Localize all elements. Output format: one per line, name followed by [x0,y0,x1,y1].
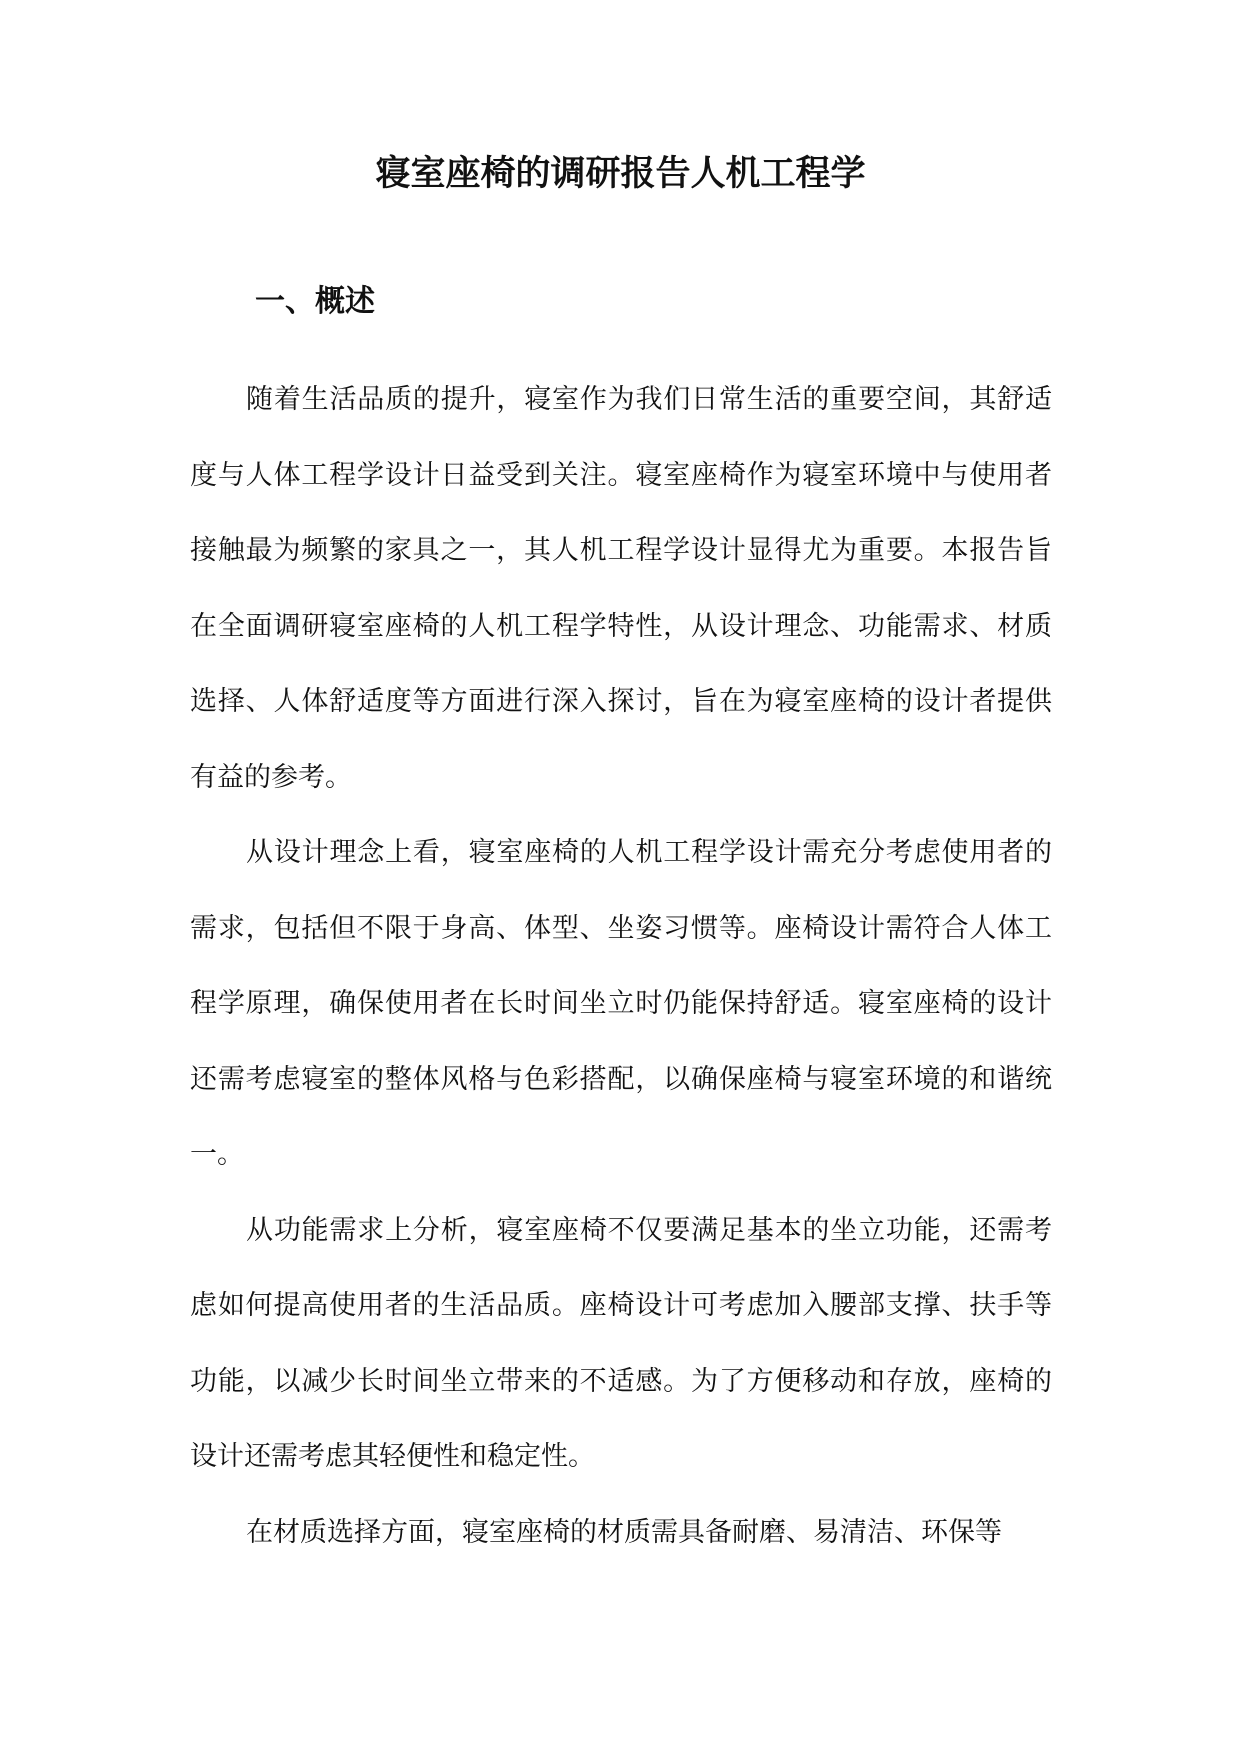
paragraph-design-concept: 从设计理念上看，寝室座椅的人机工程学设计需充分考虑使用者的需求，包括但不限于身高、体型、坐姿习惯等。座椅设计需符合人体工程学原理，确保使用者在长时间坐立时仍能保持舒适。寝室座椅的设计还需考虑寝室的整体风格与色彩搭配，以确保座椅与寝室环境的和谐统一。 [190,837,1052,1170]
paragraph-materials: 在材质选择方面，寝室座椅的材质需具备耐磨、易清洁、环保等 [246,1516,1002,1548]
paragraph-intro: 随着生活品质的提升，寝室作为我们日常生活的重要空间，其舒适度与人体工程学设计日益受到关注。寝室座椅作为寝室环境中与使用者接触最为频繁的家具之一，其人机工程学设计显得尤为重要。本报告旨在全面调研寝室座椅的人机工程学特性，从设计理念、功能需求、材质选择、人体舒适度等方面进行深入探讨，旨在为寝室座椅的设计者提供有益的参考。 [190,384,1052,793]
body-text [190,362,1052,1570]
section-heading-overview: 一、概述 [255,284,375,319]
paragraph-functional-needs: 从功能需求上分析，寝室座椅不仅要满足基本的坐立功能，还需考虑如何提高使用者的生活品质。座椅设计可考虑加入腰部支撑、扶手等功能，以减少长时间坐立带来的不适感。为了方便移动和存放，座椅的设计还需考虑其轻便性和稳定性。 [190,1214,1052,1472]
document-title: 寝室座椅的调研报告人机工程学 [375,153,866,194]
